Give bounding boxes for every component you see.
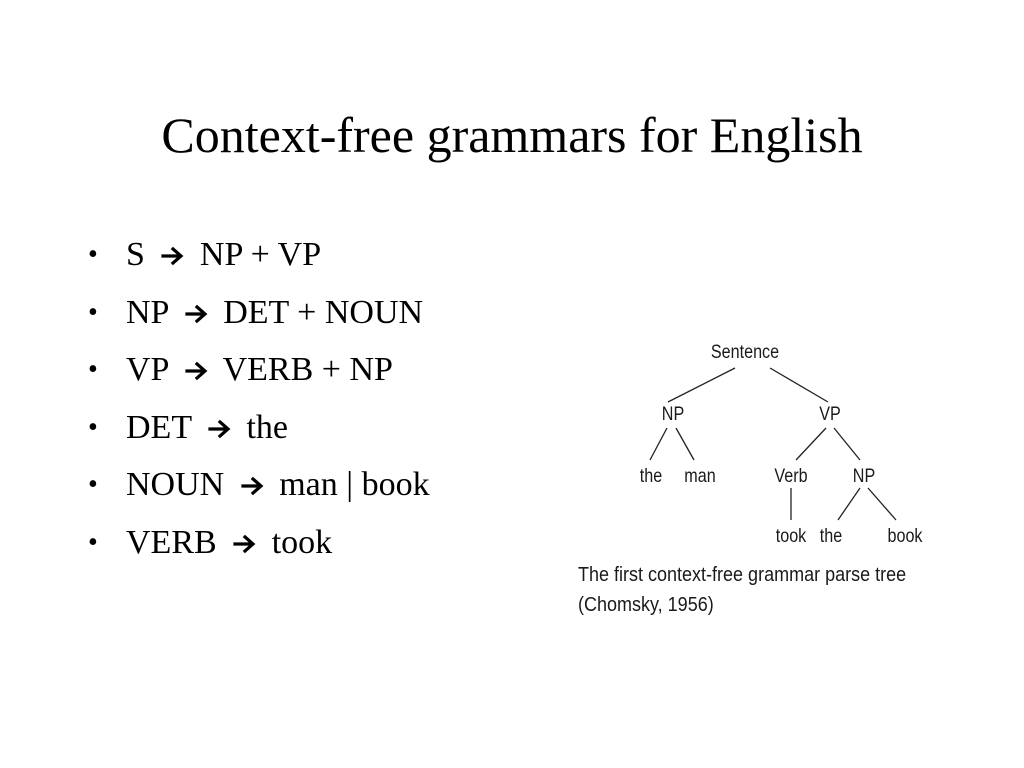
right-arrow-icon [208, 419, 232, 439]
tree-edge [838, 488, 860, 520]
rule-rhs: DET + NOUN [223, 293, 424, 331]
right-arrow-icon [161, 246, 185, 266]
tree-edge [650, 428, 667, 460]
tree-edge [834, 428, 860, 460]
rule-rhs: man | book [279, 466, 430, 503]
slide-title: Context-free grammars for English [161, 107, 863, 163]
tree-node-sentence: Sentence [710, 340, 780, 363]
rule-lhs: S [126, 236, 145, 273]
tree-edge [868, 488, 896, 520]
tree-leaf-the: the [639, 464, 663, 487]
grammar-rules-list [88, 226, 430, 571]
right-arrow-icon [185, 304, 209, 324]
rule-item [88, 456, 430, 514]
right-arrow-icon [241, 476, 265, 496]
parse-tree-diagram [560, 320, 960, 560]
figure-caption [578, 560, 920, 620]
bullet-icon: • [88, 469, 98, 500]
right-arrow-icon [233, 534, 257, 554]
tree-node-verb: Verb [774, 464, 808, 487]
bullet-icon: • [88, 526, 98, 558]
caption-line: The first context-free grammar parse tree [578, 564, 907, 586]
tree-node-np: NP [852, 464, 876, 487]
tree-leaf-took: took [775, 524, 807, 547]
bullet-icon: • [88, 411, 98, 443]
rule-lhs: VP [126, 351, 169, 388]
tree-leaf-book: book [887, 524, 923, 547]
tree-leaf-the: the [819, 524, 843, 547]
rule-lhs: NOUN [126, 466, 225, 503]
bullet-icon: • [88, 354, 98, 385]
rule-item [88, 226, 430, 284]
bullet-icon: • [88, 296, 98, 328]
tree-edge [668, 368, 735, 402]
rule-item [88, 284, 430, 342]
tree-leaf-man: man [684, 464, 716, 487]
rule-rhs: the [246, 408, 289, 446]
rule-lhs: NP [126, 293, 169, 331]
tree-node-np: NP [661, 402, 685, 425]
tree-edge [770, 368, 828, 402]
rule-item [88, 399, 430, 457]
rule-item [88, 514, 430, 572]
rule-item [88, 341, 430, 399]
rule-lhs: DET [126, 408, 192, 446]
rule-lhs: VERB [126, 523, 217, 561]
tree-edge [676, 428, 694, 460]
bullet-icon: • [88, 239, 98, 270]
rule-rhs: took [271, 523, 333, 561]
tree-edge [796, 428, 826, 460]
right-arrow-icon [185, 361, 209, 381]
tree-node-vp: VP [819, 402, 841, 425]
rule-rhs: VERB + NP [222, 351, 393, 388]
rule-rhs: NP + VP [199, 236, 322, 273]
caption-citation: (Chomsky, 1956) [578, 594, 714, 616]
